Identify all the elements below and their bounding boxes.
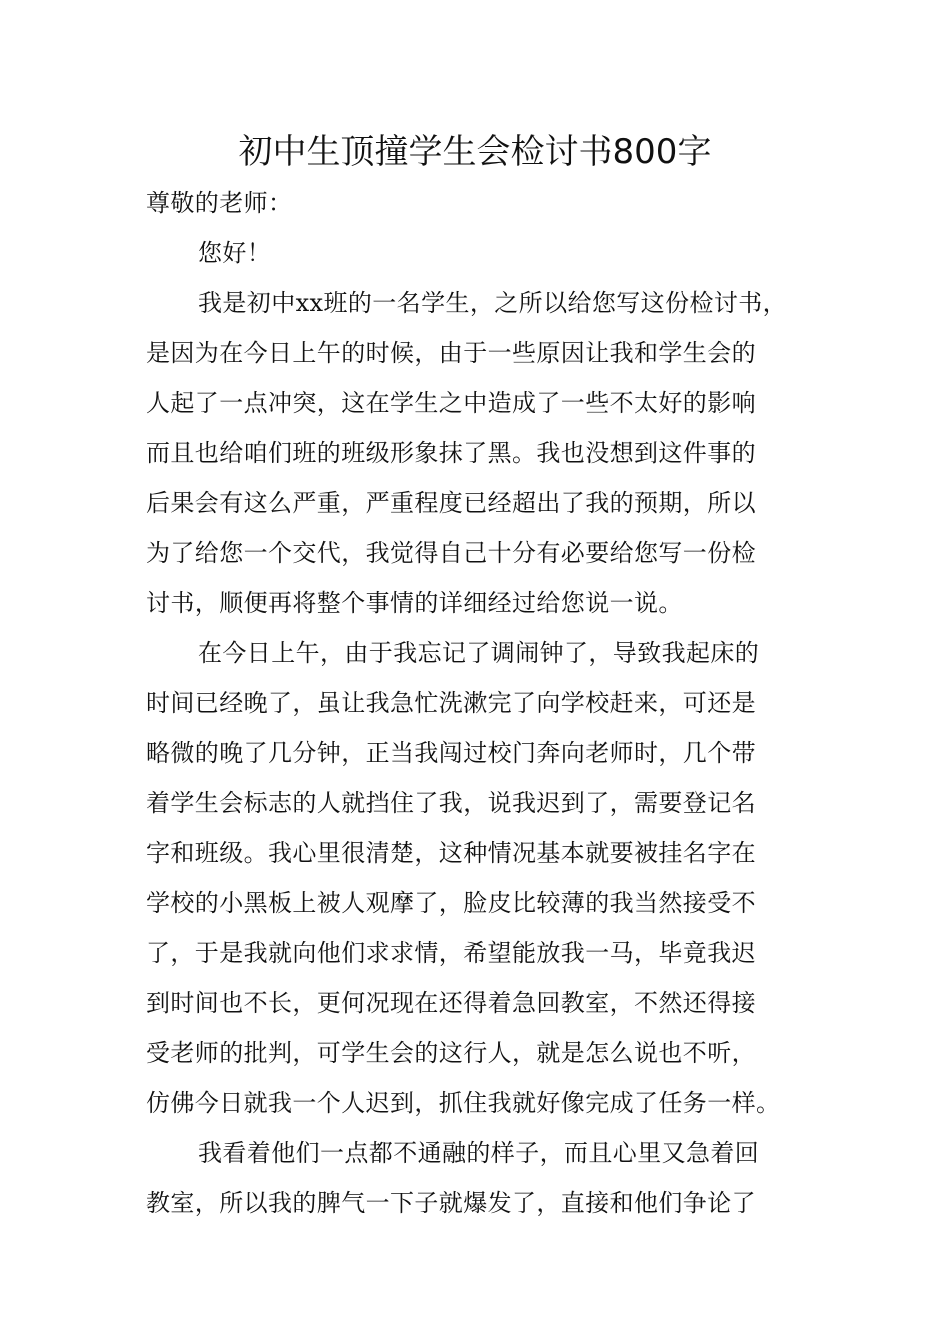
paragraph-3-line-2: 教室，所以我的脾气一下子就爆发了，直接和他们争论了 <box>146 1189 756 1217</box>
paragraph-3-line-1: 我看着他们一点都不通融的样子，而且心里又急着回 <box>198 1139 760 1167</box>
salutation: 尊敬的老师： <box>146 189 293 217</box>
paragraph-2-line-4: 着学生会标志的人就挡住了我，说我迟到了，需要登记名 <box>146 789 756 817</box>
paragraph-2-line-1: 在今日上午，由于我忘记了调闹钟了，导致我起床的 <box>198 639 760 667</box>
paragraph-2-line-7: 了，于是我就向他们求求情，希望能放我一马，毕竟我迟 <box>146 939 756 967</box>
paragraph-1-line-5: 后果会有这么严重，严重程度已经超出了我的预期，所以 <box>146 489 756 517</box>
paragraph-2-line-10: 仿佛今日就我一个人迟到，抓住我就好像完成了任务一样。 <box>146 1089 781 1117</box>
document-body <box>146 178 810 1228</box>
paragraph-1-line-7: 讨书，顺便再将整个事情的详细经过给您说一说。 <box>146 589 683 617</box>
paragraph-2-line-5: 字和班级。我心里很清楚，这种情况基本就要被挂名字在 <box>146 839 756 867</box>
paragraph-2-line-3: 略微的晚了几分钟，正当我闯过校门奔向老师时，几个带 <box>146 739 756 767</box>
paragraph-1-line-3: 人起了一点冲突，这在学生之中造成了一些不太好的影响 <box>146 389 756 417</box>
paragraph-1-line-4: 而且也给咱们班的班级形象抹了黑。我也没想到这件事的 <box>146 439 756 467</box>
paragraph-1-line-2: 是因为在今日上午的时候，由于一些原因让我和学生会的 <box>146 339 756 367</box>
paragraph-2-line-2: 时间已经晚了，虽让我急忙洗漱完了向学校赶来，可还是 <box>146 689 756 717</box>
document-title: 初中生顶撞学生会检讨书800字 <box>238 132 712 172</box>
paragraph-2-line-9: 受老师的批判，可学生会的这行人，就是怎么说也不听， <box>146 1039 756 1067</box>
paragraph-1-line-6: 为了给您一个交代，我觉得自己十分有必要给您写一份检 <box>146 539 756 567</box>
paragraph-2-line-8: 到时间也不长，更何况现在还得着急回教室，不然还得接 <box>146 989 756 1017</box>
paragraph-1-line-1: 我是初中xx班的一名学生，之所以给您写这份检讨书， <box>198 289 788 317</box>
paragraph-2-line-6: 学校的小黑板上被人观摩了，脸皮比较薄的我当然接受不 <box>146 889 756 917</box>
greeting: 您好！ <box>198 239 272 267</box>
